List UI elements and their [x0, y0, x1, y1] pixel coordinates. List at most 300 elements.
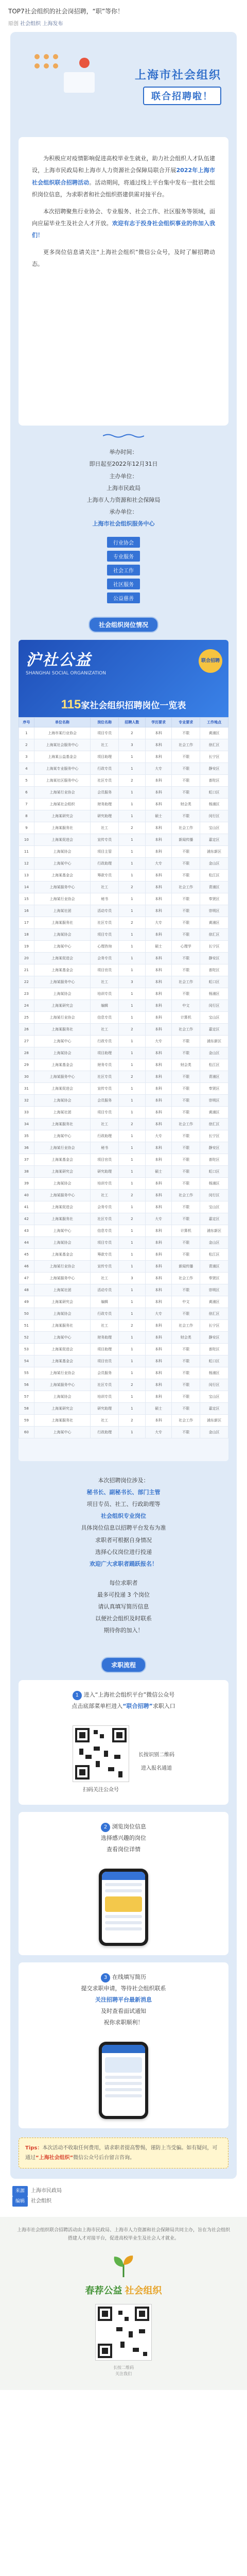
table-row: [19, 1296, 228, 1308]
poster-subtitle: SHANGHAI SOCIAL ORGANIZATION: [26, 671, 106, 676]
table-cell: 11: [19, 846, 34, 858]
table-cell: 52: [19, 1332, 34, 1344]
table-cell: 49: [19, 1296, 34, 1308]
table-cell: 26: [19, 1024, 34, 1036]
table-cell: 不限: [172, 870, 200, 882]
table-cell: 项目官员: [91, 964, 119, 976]
table-cell: 徐汇区: [200, 929, 228, 941]
table-cell: 浦东新区: [200, 846, 228, 858]
table-cell: 普陀区: [200, 1154, 228, 1166]
table-cell: 心理咨询: [91, 941, 119, 953]
table-cell: 社工: [91, 1320, 119, 1332]
table-cell: 大专: [145, 1308, 172, 1320]
table-cell: 不限: [172, 1391, 200, 1403]
table-cell: 上海某中心: [34, 1036, 91, 1047]
table-cell: 本科: [145, 787, 172, 799]
table-cell: 行政助理: [91, 1427, 119, 1438]
table-cell: 不限: [172, 1071, 200, 1083]
table-cell: 嘉定区: [200, 1213, 228, 1225]
table-row: [19, 1225, 228, 1237]
table-cell: 1: [119, 1166, 146, 1178]
table-cell: 社工: [91, 739, 119, 751]
table-cell: 本科: [145, 1012, 172, 1024]
table-cell: 44: [19, 1237, 34, 1249]
table-cell: 上海某促进会: [34, 1083, 91, 1095]
table-cell: 本科: [145, 1415, 172, 1427]
table-cell: 崇明区: [200, 905, 228, 917]
table-cell: 不限: [172, 1166, 200, 1178]
event-info: 举办时间： 即日起至2022年12月31日 主办单位： 上海市民政局 上海市人力资源和社会保障局 承办单位： 上海市社会组织服务中心: [86, 449, 161, 527]
table-cell: 上海某中心: [34, 1427, 91, 1438]
field-tag: 行业协会: [107, 537, 140, 548]
table-cell: 1: [119, 1332, 146, 1344]
table-cell: 7: [19, 799, 34, 810]
phone-mockup: [99, 1869, 148, 1946]
table-cell: 1: [119, 1344, 146, 1355]
table-cell: 47: [19, 1273, 34, 1284]
table-cell: 2: [119, 1024, 146, 1036]
table-cell: 不限: [172, 1095, 200, 1107]
table-cell: 3: [19, 751, 34, 763]
table-row: [19, 976, 228, 988]
table-cell: 长宁区: [200, 1320, 228, 1332]
table-cell: 本科: [145, 1296, 172, 1308]
table-cell: 本科: [145, 1071, 172, 1083]
qr-row: [30, 1725, 217, 1795]
table-row: [19, 1261, 228, 1273]
table-cell: 新闻传播: [172, 834, 200, 846]
table-row: [19, 810, 228, 822]
table-cell: 上海某服务社: [34, 1213, 91, 1225]
table-cell: 20: [19, 953, 34, 964]
apply-step-1: 1 进入“上海社会组织平台”微信公众号 点击底部菜单栏进入“联合招聘”求职入口 扫码关注公众号 长按识别二维码 进入报名通道: [19, 1680, 228, 1805]
table-cell: 上海某协会: [34, 1095, 91, 1107]
table-cell: 静安区: [200, 953, 228, 964]
field-tag: 社会工作: [107, 565, 140, 575]
table-cell: 会员服务: [91, 1367, 119, 1379]
table-cell: 社工: [91, 1190, 119, 1201]
table-cell: 上海某服务中心: [34, 1273, 91, 1284]
table-cell: 22: [19, 976, 34, 988]
table-cell: 研究助理: [91, 1166, 119, 1178]
intro-card: [19, 137, 228, 426]
table-cell: 2: [119, 1320, 146, 1332]
table-cell: 不限: [172, 1237, 200, 1249]
table-row: [19, 1249, 228, 1261]
table-cell: 2: [119, 775, 146, 787]
table-cell: 上海某基金会: [34, 870, 91, 882]
table-cell: 本科: [145, 893, 172, 905]
apply-step-2: 2 浏览岗位信息 选择感兴趣的岗位 查看岗位详情: [19, 1812, 228, 1955]
table-cell: 本科: [145, 1107, 172, 1118]
table-cell: 青浦区: [200, 1261, 228, 1273]
account-link[interactable]: 社会组织 上海发布: [20, 21, 63, 27]
table-cell: 上海某专业服务中心: [34, 763, 91, 775]
table-cell: 项目主管: [91, 846, 119, 858]
table-cell: 不限: [172, 858, 200, 870]
table-cell: 31: [19, 1083, 34, 1095]
poster-footer: [19, 1438, 228, 1461]
table-cell: 松江区: [200, 1059, 228, 1071]
table-cell: 不限: [172, 1344, 200, 1355]
table-cell: 上海某促进会: [34, 1344, 91, 1355]
table-cell: 上海市某行业协会: [34, 727, 91, 739]
table-cell: 本科: [145, 1237, 172, 1249]
table-cell: 本科: [145, 1142, 172, 1154]
table-cell: 1: [119, 1225, 146, 1237]
table-cell: 活动专员: [91, 1284, 119, 1296]
table-cell: 42: [19, 1213, 34, 1225]
table-cell: 宝山区: [200, 1201, 228, 1213]
table-cell: 项目助理: [91, 751, 119, 763]
table-cell: 不限: [172, 964, 200, 976]
table-cell: 长宁区: [200, 941, 228, 953]
table-row: [19, 822, 228, 834]
banner-title: 上海市社会组织: [134, 68, 221, 81]
table-cell: 1: [19, 727, 34, 739]
section-title-jobs: 社会组织岗位情况: [19, 617, 228, 633]
phone-mockup: [99, 2042, 148, 2119]
table-cell: 上海某社团: [34, 1284, 91, 1296]
table-cell: 社工: [91, 1024, 119, 1036]
phone-row-2: [30, 2042, 217, 2119]
table-cell: 56: [19, 1379, 34, 1391]
table-cell: 1: [119, 1107, 146, 1118]
table-cell: 48: [19, 1284, 34, 1296]
table-cell: 12: [19, 858, 34, 870]
table-cell: 新闻传播: [172, 1261, 200, 1273]
table-cell: 不限: [172, 953, 200, 964]
table-cell: 1: [119, 1284, 146, 1296]
table-row: [19, 1332, 228, 1344]
table-cell: 1: [119, 1403, 146, 1415]
table-cell: 上海某中心: [34, 1130, 91, 1142]
credits: [0, 2179, 247, 2207]
table-cell: 1: [119, 964, 146, 976]
table-cell: 本科: [145, 1047, 172, 1059]
table-row: [19, 953, 228, 964]
table-cell: 筹款专员: [91, 1249, 119, 1261]
table-cell: 上海某服务社: [34, 1320, 91, 1332]
table-cell: 嘉定区: [200, 834, 228, 846]
table-cell: 计算机: [172, 1225, 200, 1237]
table-cell: 不限: [172, 917, 200, 929]
table-cell: 不限: [172, 929, 200, 941]
table-cell: 54: [19, 1355, 34, 1367]
table-cell: 项目助理: [91, 1047, 119, 1059]
table-cell: 社会工作: [172, 1190, 200, 1201]
table-row: [19, 1142, 228, 1154]
table-cell: 宣传专员: [91, 1083, 119, 1095]
table-row: [19, 846, 228, 858]
credit-editor: 编辑 社会组织: [12, 2196, 235, 2207]
table-cell: 闵行区: [200, 810, 228, 822]
table-cell: 不限: [172, 893, 200, 905]
table-cell: 1: [119, 846, 146, 858]
table-cell: 30: [19, 1071, 34, 1083]
table-cell: 2: [119, 1190, 146, 1201]
table-cell: 本科: [145, 1190, 172, 1201]
table-cell: 本科: [145, 846, 172, 858]
table-cell: 本科: [145, 1249, 172, 1261]
table-cell: 会员服务: [91, 1095, 119, 1107]
table-cell: 35: [19, 1130, 34, 1142]
table-cell: 项目专员: [91, 929, 119, 941]
table-cell: 不限: [172, 1249, 200, 1261]
table-cell: 项目专员: [91, 1107, 119, 1118]
apply-step-3: 3 在线填写简历 提交求职申请，等待社会组织联系 关注招聘平台最新消息 及时查看面试通知 祝你求职顺利！: [19, 1962, 228, 2128]
table-cell: 不限: [172, 1379, 200, 1391]
table-cell: 8: [19, 810, 34, 822]
table-row: [19, 1059, 228, 1071]
table-row: [19, 1415, 228, 1427]
table-cell: 1: [119, 1178, 146, 1190]
table-cell: 青浦区: [200, 882, 228, 893]
table-cell: 信息专员: [91, 1012, 119, 1024]
table-cell: 17: [19, 917, 34, 929]
table-cell: 2: [19, 739, 34, 751]
table-cell: 崇明区: [200, 1284, 228, 1296]
table-cell: 长宁区: [200, 751, 228, 763]
table-row: [19, 1024, 228, 1036]
table-cell: 2: [119, 1213, 146, 1225]
table-cell: 1: [119, 1047, 146, 1059]
table-cell: 黄浦区: [200, 727, 228, 739]
table-cell: 本科: [145, 929, 172, 941]
table-cell: 徐汇区: [200, 1118, 228, 1130]
table-row: [19, 988, 228, 1000]
table-cell: 不限: [172, 775, 200, 787]
table-cell: 39: [19, 1178, 34, 1190]
table-cell: 杨浦区: [200, 1178, 228, 1190]
table-cell: 本科: [145, 976, 172, 988]
table-row: [19, 1190, 228, 1201]
table-cell: 本科: [145, 882, 172, 893]
table-cell: 上海某行业协会: [34, 1261, 91, 1273]
table-cell: 本科: [145, 1273, 172, 1284]
table-cell: 上海某社团: [34, 1107, 91, 1118]
table-cell: 1: [119, 1367, 146, 1379]
intro-highlight-2: 欢迎有志于投身社会组织事业的你加入我们！: [32, 219, 216, 239]
table-cell: 行政专员: [91, 1308, 119, 1320]
table-cell: 上海某社区服务中心: [34, 775, 91, 787]
table-cell: 6: [19, 787, 34, 799]
table-cell: 上海某服务社: [34, 822, 91, 834]
field-tag: 专业服务: [107, 551, 140, 562]
table-cell: 本科: [145, 964, 172, 976]
table-cell: 本科: [145, 1083, 172, 1095]
table-cell: 社区专员: [91, 1379, 119, 1391]
table-header-cell: 单位名称: [34, 718, 91, 727]
table-cell: 1: [119, 1142, 146, 1154]
table-cell: 14: [19, 882, 34, 893]
table-cell: 不限: [172, 1083, 200, 1095]
table-cell: 本科: [145, 1367, 172, 1379]
footer-text: 上海市社会组织联合招聘活动由上海市民政局、上海市人力资源和社会保障局共同主办，旨在为社会组织搭建人才对接平台，促进高校毕业生及社会人才就业。: [16, 2228, 230, 2242]
table-row: [19, 1083, 228, 1095]
table-cell: 上海某行业协会: [34, 893, 91, 905]
article-meta: [8, 19, 239, 27]
table-cell: 上海某服务中心: [34, 1379, 91, 1391]
table-cell: 大专: [145, 763, 172, 775]
original-tag: 原创: [8, 21, 19, 27]
table-cell: 上海某中心: [34, 1332, 91, 1344]
table-cell: 虹口区: [200, 1166, 228, 1178]
table-cell: 不限: [172, 1036, 200, 1047]
footer-logo: [15, 2251, 232, 2378]
table-cell: 浦东新区: [200, 1225, 228, 1237]
table-cell: 1: [119, 1083, 146, 1095]
table-cell: 本科: [145, 1178, 172, 1190]
table-cell: 松江区: [200, 1249, 228, 1261]
table-cell: 普陀区: [200, 775, 228, 787]
table-cell: 本科: [145, 1261, 172, 1273]
table-cell: 25: [19, 1012, 34, 1024]
table-cell: 不限: [172, 1201, 200, 1213]
table-cell: 社会工作: [172, 739, 200, 751]
table-cell: 上海某协会: [34, 1178, 91, 1190]
table-cell: 上海某服务社: [34, 917, 91, 929]
table-cell: 上海某中心: [34, 1225, 91, 1237]
table-row: [19, 727, 228, 739]
table-cell: 研究助理: [91, 810, 119, 822]
table-cell: 本科: [145, 1118, 172, 1130]
table-header-cell: 招聘人数: [119, 718, 146, 727]
table-row: [19, 799, 228, 810]
table-cell: 杨浦区: [200, 988, 228, 1000]
table-row: [19, 882, 228, 893]
table-cell: 财务助理: [91, 1332, 119, 1344]
table-cell: 不限: [172, 810, 200, 822]
table-cell: 1: [119, 1154, 146, 1166]
table-cell: 松江区: [200, 870, 228, 882]
table-cell: 项目专员: [91, 1237, 119, 1249]
table-cell: 本科: [145, 751, 172, 763]
table-cell: 1: [119, 799, 146, 810]
table-row: [19, 775, 228, 787]
step-number: 1: [73, 1691, 82, 1700]
table-cell: 上海某协会: [34, 846, 91, 858]
table-cell: 社区专员: [91, 775, 119, 787]
table-cell: 活动专员: [91, 905, 119, 917]
table-cell: 不限: [172, 1130, 200, 1142]
table-cell: 奉贤区: [200, 893, 228, 905]
table-cell: 不限: [172, 1308, 200, 1320]
table-cell: 上海某行业协会: [34, 1012, 91, 1024]
table-cell: 本科: [145, 1000, 172, 1012]
table-cell: 不限: [172, 763, 200, 775]
table-cell: 本科: [145, 1320, 172, 1332]
footer-small: 长按二维码 关注我们: [113, 2365, 134, 2377]
table-cell: 项目官员: [91, 1154, 119, 1166]
table-cell: 宣传专员: [91, 1261, 119, 1273]
table-cell: 本科: [145, 1332, 172, 1344]
table-cell: 2: [119, 1071, 146, 1083]
table-cell: 编辑: [91, 1296, 119, 1308]
table-cell: 9: [19, 822, 34, 834]
table-cell: 1: [119, 787, 146, 799]
table-cell: 本科: [145, 775, 172, 787]
table-cell: 58: [19, 1403, 34, 1415]
banner-subtitle: 联合招聘啦！: [143, 87, 221, 105]
table-cell: 财会类: [172, 1332, 200, 1344]
step-number: 2: [101, 1823, 110, 1832]
table-cell: 24: [19, 1000, 34, 1012]
table-cell: 41: [19, 1201, 34, 1213]
table-cell: 本科: [145, 822, 172, 834]
table-row: [19, 1154, 228, 1166]
jobs-poster[interactable]: [19, 640, 228, 1461]
footer: [0, 2217, 247, 2390]
table-cell: 金山区: [200, 1427, 228, 1438]
table-cell: 上海某研究会: [34, 1000, 91, 1012]
table-cell: 秘书: [91, 1142, 119, 1154]
table-row: [19, 1166, 228, 1178]
table-cell: 行政专员: [91, 1036, 119, 1047]
poster-heading: 115家社会组织招聘岗位一览表: [61, 698, 186, 712]
table-cell: 杨浦区: [200, 1367, 228, 1379]
poster-header: [19, 640, 228, 717]
table-cell: 社工: [91, 1273, 119, 1284]
table-cell: 硕士: [145, 810, 172, 822]
table-cell: 1: [119, 870, 146, 882]
table-cell: 上海某服务社: [34, 1415, 91, 1427]
table-cell: 行政专员: [91, 763, 119, 775]
table-cell: 社会工作: [172, 882, 200, 893]
table-cell: 60: [19, 1427, 34, 1438]
table-cell: 不限: [172, 1154, 200, 1166]
table-cell: 本科: [145, 1284, 172, 1296]
table-cell: 长宁区: [200, 1130, 228, 1142]
table-cell: 1: [119, 1261, 146, 1273]
table-cell: 上海某服务中心: [34, 1190, 91, 1201]
table-cell: 10: [19, 834, 34, 846]
table-cell: 本科: [145, 1379, 172, 1391]
footer-qr-code-icon[interactable]: [95, 2304, 152, 2361]
table-cell: 会务专员: [91, 1201, 119, 1213]
table-cell: 项目专员: [91, 727, 119, 739]
table-cell: 36: [19, 1142, 34, 1154]
table-row: [19, 870, 228, 882]
table-cell: 大专: [145, 1427, 172, 1438]
table-cell: 上海某基金会: [34, 964, 91, 976]
qr-code-icon[interactable]: [73, 1725, 129, 1782]
table-cell: 1: [119, 1036, 146, 1047]
table-row: [19, 1237, 228, 1249]
table-row: [19, 1036, 228, 1047]
field-tags: [19, 537, 228, 603]
table-cell: 51: [19, 1320, 34, 1332]
table-cell: 会务专员: [91, 953, 119, 964]
table-row: [19, 763, 228, 775]
table-cell: 5: [19, 775, 34, 787]
table-cell: 16: [19, 905, 34, 917]
table-cell: 不限: [172, 727, 200, 739]
intro-highlight: 2022年上海市社会组织联合招聘活动: [32, 167, 215, 186]
table-cell: 不限: [172, 1427, 200, 1438]
table-cell: 1: [119, 1308, 146, 1320]
table-row: [19, 893, 228, 905]
table-row: [19, 1107, 228, 1118]
table-cell: 静安区: [200, 1142, 228, 1154]
table-cell: 2: [119, 1118, 146, 1130]
table-cell: 研究助理: [91, 1403, 119, 1415]
tips-note: Tips：本次活动不收取任何费用，请求职者提高警惕，谨防上当受骗。如有疑问，可通过“上海社会组织”微信公众号后台留言咨询。: [19, 2138, 228, 2168]
table-row: [19, 787, 228, 799]
table-row: [19, 1178, 228, 1190]
table-cell: 本科: [145, 834, 172, 846]
table-row: [19, 1427, 228, 1438]
